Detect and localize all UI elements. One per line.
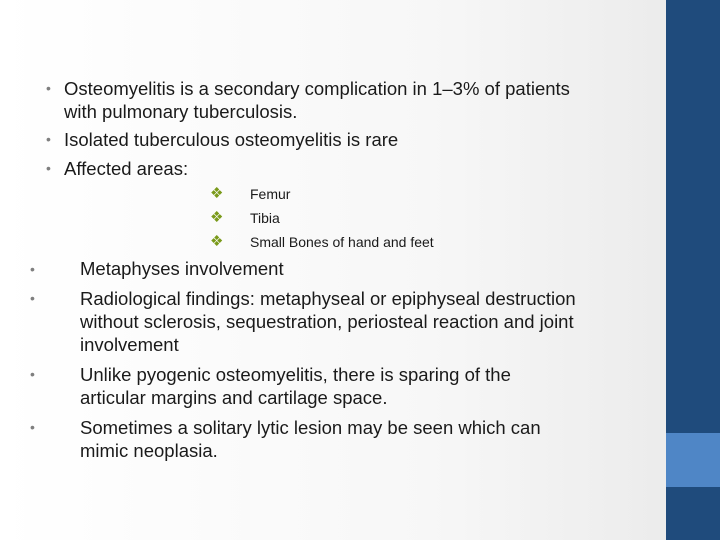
- bullet-text: with pulmonary tuberculosis.: [64, 101, 298, 122]
- bullet-text: mimic neoplasia.: [80, 440, 218, 461]
- bullet-text: Isolated tuberculous osteomyelitis is rare: [64, 129, 399, 150]
- diamond-bullet-icon: ❖: [210, 209, 224, 226]
- bullet-text: involvement: [80, 334, 179, 355]
- bullet-text: Unlike pyogenic osteomyelitis, there is sparing of the: [80, 364, 511, 385]
- sub-bullet-text: Small Bones of hand and feet: [250, 234, 434, 250]
- diamond-bullet-icon: ❖: [210, 185, 224, 202]
- bullet-icon: •: [30, 261, 35, 277]
- bullet-icon: •: [30, 419, 35, 435]
- sub-bullet-text: Femur: [250, 186, 291, 202]
- bullet-icon: •: [46, 160, 51, 176]
- bullet-icon: •: [46, 131, 51, 147]
- bullet-text: Sometimes a solitary lytic lesion may be seen which can: [80, 417, 541, 438]
- sidebar-accent-decoration: [666, 433, 720, 487]
- diamond-bullet-icon: ❖: [210, 233, 224, 250]
- bullet-icon: •: [46, 80, 51, 96]
- bullet-icon: •: [30, 366, 35, 382]
- bullet-text: Osteomyelitis is a secondary complication in 1–3% of patients: [64, 78, 570, 99]
- bullet-text: Radiological findings: metaphyseal or epiphyseal destruction: [80, 288, 576, 309]
- bullet-text: Metaphyses involvement: [80, 258, 284, 279]
- bullet-text: articular margins and cartilage space.: [80, 387, 388, 408]
- sub-bullet-text: Tibia: [250, 210, 280, 226]
- bullet-text: without sclerosis, sequestration, periosteal reaction and joint: [80, 311, 574, 332]
- bullet-icon: •: [30, 290, 35, 306]
- bullet-text: Affected areas:: [64, 158, 189, 179]
